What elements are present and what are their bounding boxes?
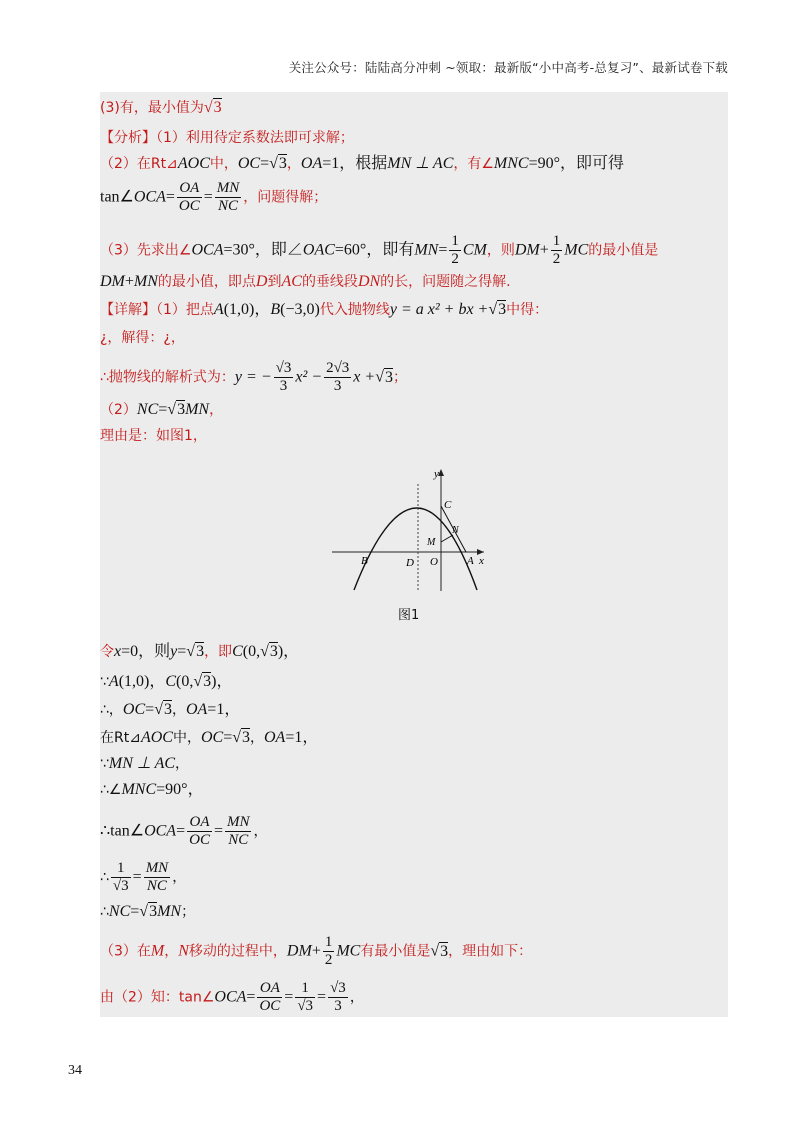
- line-part3: （3）在M，N移动的过程中，DM+ $\frac{1}{2}$ MC有最小值是√3，理由如下：: [100, 934, 533, 968]
- line-let-x: 令x=0，则y=√3，即C(0,√3)，: [100, 643, 300, 660]
- line-parabola: ∴抛物线的解析式为：y = − $\frac{√3}{3}$ x² − $\frac{2√3}{3}$ x +√3；: [100, 360, 407, 394]
- line-analysis-tan: tan∠OCA= $\frac{OA}{OC}$ = $\frac{MN}{NC}$ ，问题得解；: [100, 180, 328, 214]
- solution-panel: [100, 92, 728, 1017]
- line-part2: （2）NC=√3MN，: [100, 401, 224, 418]
- line-solve: ¿，解得：¿，: [100, 330, 185, 346]
- line-analysis-4: DM+MN的最小值，即点D到AC的垂线段DN的长，问题随之得解.: [100, 273, 511, 290]
- parabola-figure: [332, 466, 492, 594]
- line-angle-90: ∴∠MNC=90°，: [100, 781, 204, 798]
- line-tan-ratio: ∴tan∠OCA= $\frac{OA}{OC}$ = $\frac{MN}{NC}$ ，: [100, 814, 268, 848]
- label-m: M: [427, 537, 436, 548]
- label-a: A: [467, 555, 474, 567]
- label-n: N: [452, 525, 459, 536]
- line-detail: 【详解】（1）把点A(1,0)，B(−3,0)代入抛物线y = a x² + bx +√3中得：: [100, 301, 549, 318]
- label-b: B: [361, 555, 368, 567]
- label-c: C: [444, 499, 452, 511]
- line-therefore-oc: ∴，OC=√3，OA=1，: [100, 701, 241, 718]
- segment-mn: [441, 535, 453, 542]
- line-in-rt: 在Rt⊿AOC中，OC=√3，OA=1，: [100, 729, 319, 746]
- line-analysis-2: （2）在Rt⊿AOC中，OC=√3，OA=1，根据MN ⊥ AC，有∠MNC=90°，即可得: [100, 155, 625, 172]
- page-header: 关注公众号：陆陆高分冲刺 ~领取：最新版“小中高考-总复习”、最新试卷下载: [288, 60, 728, 75]
- label-x: x: [479, 555, 484, 567]
- line-analysis: 【分析】（1）利用待定系数法即可求解；: [100, 130, 354, 146]
- line-analysis-3: （3）先求出∠OCA=30°，即∠OAC=60°，即有MN= $\frac{1}{2}$ CM，则DM+ $\frac{1}{2}$ MC的最小值是: [100, 233, 659, 267]
- label-y: y: [434, 468, 439, 480]
- line-because-ac: ∵A(1,0)，C(0,√3)，: [100, 673, 233, 690]
- line-answer-3: (3)有，最小值为√3: [100, 99, 222, 116]
- line-because-perp: ∵MN ⊥ AC，: [100, 755, 190, 772]
- label-d: D: [406, 557, 414, 569]
- y-axis-arrow: [438, 469, 444, 476]
- line-reason: 理由是：如图1，: [100, 428, 207, 444]
- line-from-2: 由（2）知：tan∠OCA= $\frac{OA}{OC}$ = $\frac{1}{√3}$ = $\frac{√3}{3}$ ，: [100, 980, 364, 1014]
- line-nc-result: ∴NC=√3MN；: [100, 903, 196, 920]
- label-o: O: [430, 556, 438, 568]
- parabola-curve: [354, 508, 477, 590]
- line-ratio-sqrt: ∴ $\frac{1}{√3}$ = $\frac{MN}{NC}$ ，: [100, 860, 187, 894]
- page-number: 34: [68, 1063, 82, 1078]
- figure-caption: 图1: [398, 608, 420, 623]
